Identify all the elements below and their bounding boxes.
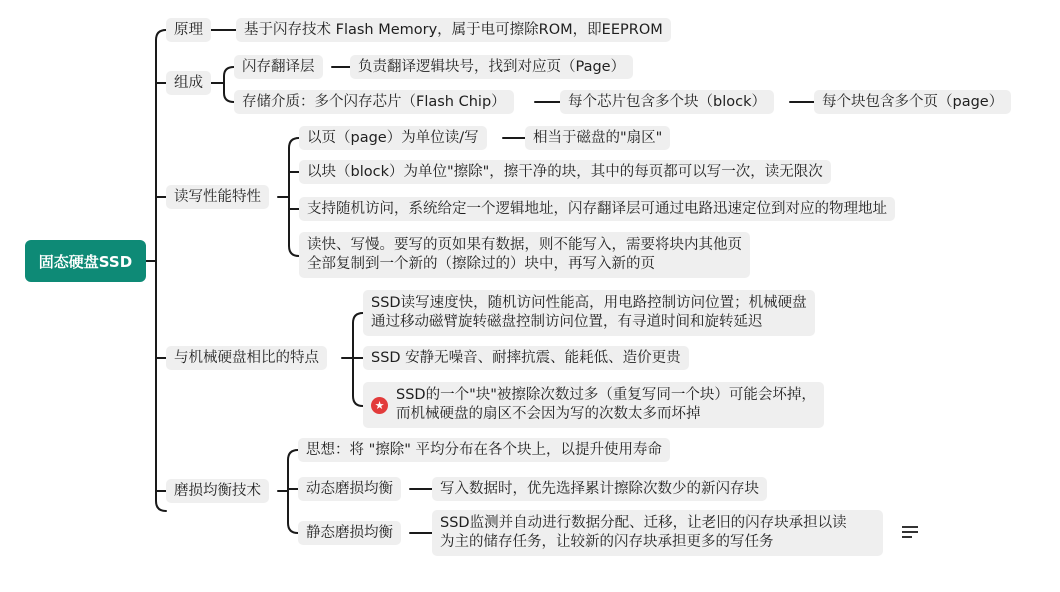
speed-line-2: 通过移动磁臂旋转磁盘控制访问位置，有寻道时间和旋转延迟 xyxy=(371,314,763,330)
root-label: 固态硬盘SSD xyxy=(38,252,133,271)
dynamic-detail-node[interactable] xyxy=(432,477,767,501)
composition-label: 组成 xyxy=(174,74,203,91)
wear-text xyxy=(396,386,816,424)
block-detail: 每个块包含多个页（page） xyxy=(822,93,1004,110)
speed-line-1: SSD读写速度快，随机访问性能高，用电路控制访问位置；机械硬盘 xyxy=(371,295,807,311)
speed-node[interactable] xyxy=(363,290,815,336)
medium-label: 存储介质：多个闪存芯片（Flash Chip） xyxy=(242,93,506,110)
page-note-node[interactable] xyxy=(525,126,670,150)
principle-node[interactable] xyxy=(166,18,211,42)
page-unit-node[interactable] xyxy=(299,126,487,150)
static-detail-line-1: SSD监测并自动进行数据分配、迁移，让老旧的闪存块承担以读 xyxy=(440,515,847,531)
principle-detail: 基于闪存技术 Flash Memory，属于电可擦除ROM，即EEPROM xyxy=(244,21,663,38)
idea-text: 思想：将 "擦除" 平均分布在各个块上，以提升使用寿命 xyxy=(306,441,663,458)
ftl-node[interactable] xyxy=(234,55,323,79)
level1-trunk xyxy=(156,30,166,511)
dynamic-node[interactable] xyxy=(298,477,401,501)
notes-icon[interactable] xyxy=(902,526,918,540)
chip-node[interactable] xyxy=(560,90,774,114)
rw-label: 读写性能特性 xyxy=(174,188,261,205)
slow-write-line-1: 读快、写慢。要写的页如果有数据，则不能写入，需要将块内其他页 xyxy=(307,237,742,253)
chip-detail: 每个芯片包含多个块（block） xyxy=(568,93,766,110)
star-icon: ★ xyxy=(371,397,388,414)
quiet-text: SSD 安静无噪音、耐摔抗震、能耗低、造价更贵 xyxy=(371,349,681,366)
static-label: 静态磨损均衡 xyxy=(306,524,393,541)
principle-detail-node[interactable] xyxy=(236,18,671,42)
block-node[interactable] xyxy=(814,90,1011,114)
static-detail-node[interactable] xyxy=(432,510,883,556)
root-node[interactable] xyxy=(25,240,146,282)
leveling-node[interactable] xyxy=(166,479,269,503)
ftl-label: 闪存翻译层 xyxy=(242,58,315,75)
principle-label: 原理 xyxy=(174,21,203,38)
leveling-label: 磨损均衡技术 xyxy=(174,482,261,499)
medium-node[interactable] xyxy=(234,90,514,114)
wear-line-2: 而机械硬盘的扇区不会因为写的次数太多而坏掉 xyxy=(396,406,701,422)
random-access-node[interactable] xyxy=(299,197,895,221)
dynamic-label: 动态磨损均衡 xyxy=(306,480,393,497)
static-detail-text xyxy=(440,514,847,552)
dynamic-detail: 写入数据时，优先选择累计擦除次数少的新闪存块 xyxy=(440,480,759,497)
static-detail-line-2: 为主的储存任务，让较新的闪存块承担更多的写任务 xyxy=(440,534,774,550)
rw-node[interactable] xyxy=(166,185,269,209)
wear-line-1: SSD的一个"块"被擦除次数过多（重复写同一个块）可能会坏掉， xyxy=(396,387,816,403)
slow-write-node[interactable] xyxy=(299,232,750,278)
compare-label: 与机械硬盘相比的特点 xyxy=(174,349,319,366)
ftl-detail-node[interactable] xyxy=(350,55,633,79)
ftl-detail: 负责翻译逻辑块号，找到对应页（Page） xyxy=(358,58,626,75)
speed-text xyxy=(371,294,807,332)
static-node[interactable] xyxy=(298,521,401,545)
compare-node[interactable] xyxy=(166,346,327,370)
slow-write-text xyxy=(307,236,742,274)
quiet-node[interactable] xyxy=(363,346,689,370)
page-note-text: 相当于磁盘的"扇区" xyxy=(533,129,663,146)
block-erase-node[interactable] xyxy=(299,160,831,184)
page-unit-text: 以页（page）为单位读/写 xyxy=(307,129,479,146)
slow-write-line-2: 全部复制到一个新的（擦除过的）块中，再写入新的页 xyxy=(307,256,655,272)
wear-node[interactable] xyxy=(363,382,824,428)
random-access-text: 支持随机访问，系统给定一个逻辑地址，闪存翻译层可通过电路迅速定位到对应的物理地址 xyxy=(307,200,887,217)
block-erase-text: 以块（block）为单位"擦除"，擦干净的块，其中的每页都可以写一次，读无限次 xyxy=(307,163,823,180)
idea-node[interactable] xyxy=(298,438,670,462)
composition-node[interactable] xyxy=(166,71,211,95)
